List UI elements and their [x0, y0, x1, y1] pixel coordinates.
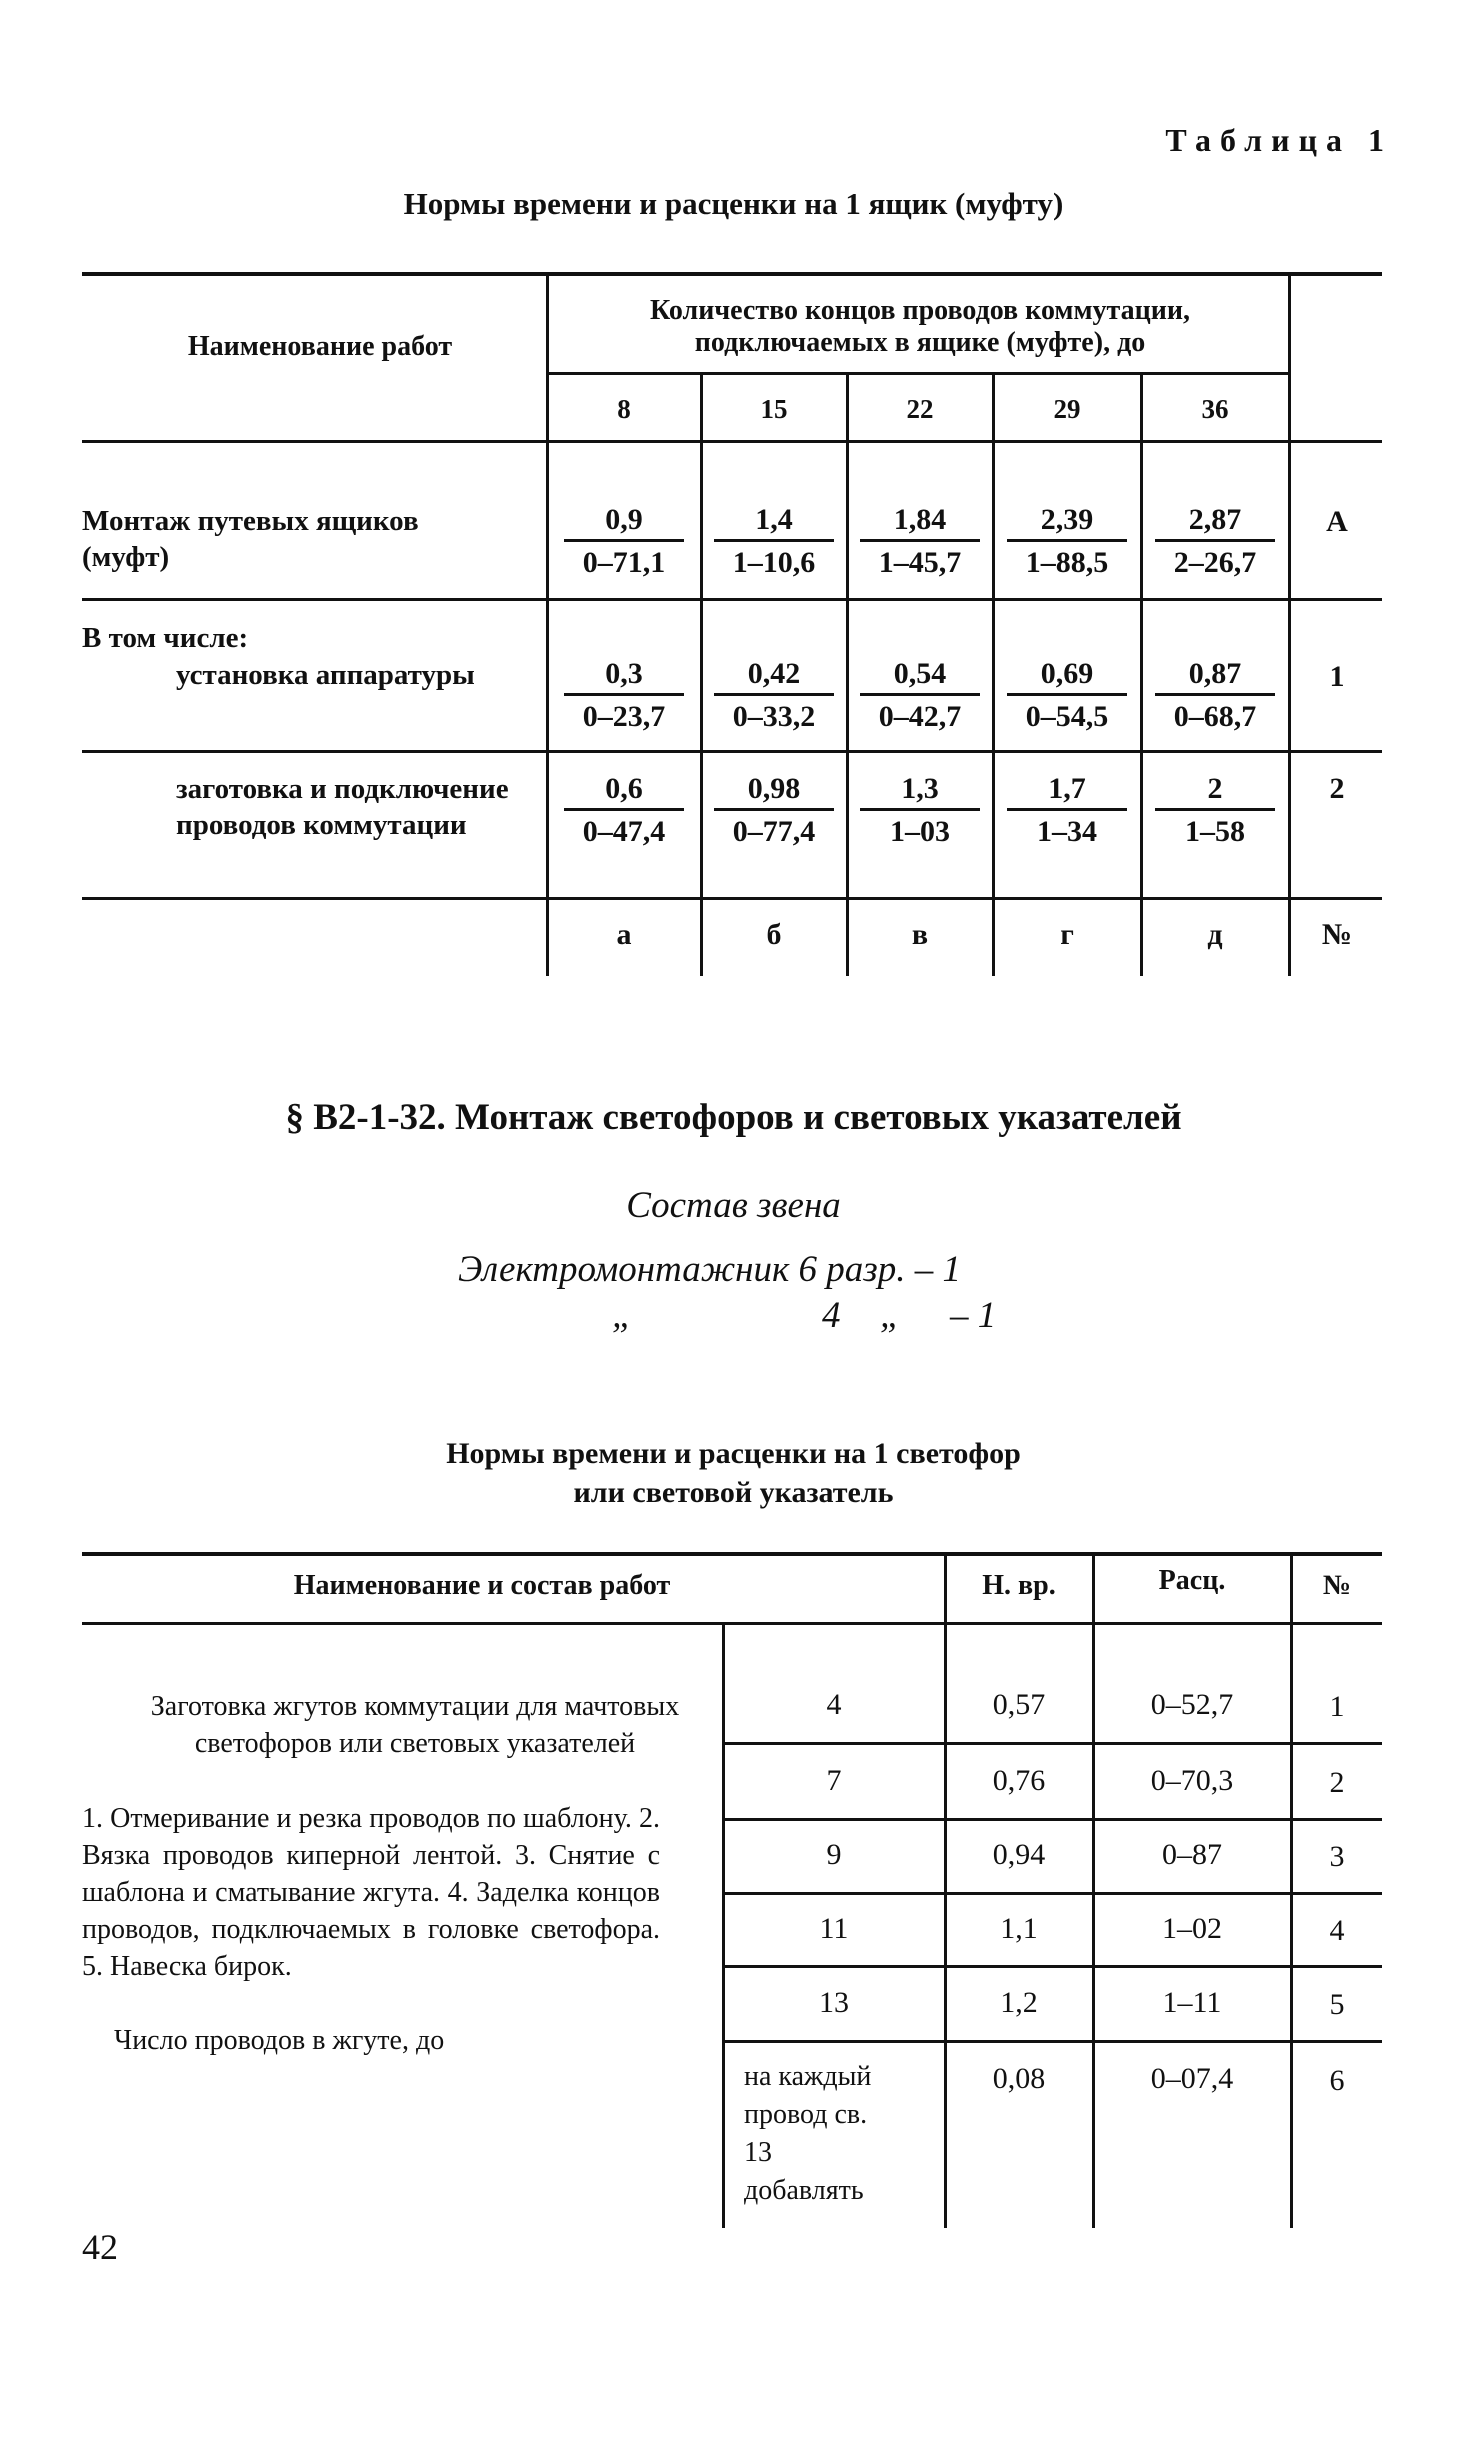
- crew-line-2-count: – 1: [950, 1295, 997, 1336]
- table2-work-title: Заготовка жгутов коммутации для мачтовых светофоров или световых указателей: [150, 1691, 680, 1759]
- table2-row-2-norm: 0,76: [992, 1764, 1046, 1797]
- table2-row-2-wires: 7: [826, 1764, 842, 1797]
- table2-work-steps: 1. Отмеривание и резка проводов по шаблону. 2. Вязка проводов киперной лентой. 3. Снятие с шаблона и сматывание жгута. 4. Заделка концов проводов, подключаемых в головке светофора. 5. Навеска бирок.: [82, 1803, 660, 1982]
- table2-row-1-norm: 0,57: [992, 1688, 1046, 1721]
- table1-col-29: 29: [1053, 394, 1081, 424]
- table2-caption-line2: или световой указатель: [573, 1476, 894, 1509]
- table1-row-1-col-15: 0,42 0–33,2: [706, 657, 842, 734]
- table2-row-2-rate: 0–70,3: [1150, 1764, 1234, 1797]
- crew-line-2-grade: 4: [822, 1295, 841, 1336]
- table1-row-1-no: 1: [1329, 660, 1345, 693]
- table1-row-1-col-22: 0,54 0–42,7: [852, 657, 988, 734]
- table1-col-15: 15: [760, 394, 788, 424]
- table1-footer-a: а: [616, 918, 632, 951]
- table2-row-1-wires: 4: [826, 1688, 842, 1721]
- crew-line-1: Электромонтажник 6 разр. – 1: [458, 1249, 961, 1290]
- table2-caption-line1: Нормы времени и расценки на 1 светофор: [446, 1437, 1021, 1470]
- table2-row-5-wires: 13: [819, 1986, 849, 2019]
- table2-row-6-norm: 0,08: [992, 2062, 1046, 2095]
- table2-row-3-rate: 0–87: [1162, 1838, 1222, 1871]
- table2-row-1-no: 1: [1329, 1690, 1345, 1723]
- table2-header-no: №: [1322, 1570, 1352, 1601]
- table2-row-3-norm: 0,94: [992, 1838, 1046, 1871]
- table2-row-6-rate: 0–07,4: [1150, 2062, 1234, 2095]
- page-number: 42: [82, 2227, 118, 2267]
- table1-row-2-col-15: 0,98 0–77,4: [706, 772, 842, 849]
- table1-row-1-col-8: 0,3 0–23,7: [556, 657, 692, 734]
- table1-row-2-col-22: 1,3 1–03: [852, 772, 988, 849]
- crew-title: Состав звена: [626, 1185, 841, 1226]
- table1-row-2-col-8: 0,6 0–47,4: [556, 772, 692, 849]
- table1-col-22: 22: [906, 394, 934, 424]
- table2-row-5-norm: 1,2: [1000, 1986, 1038, 2019]
- table1-footer-b: б: [766, 918, 782, 951]
- table2-row-2-no: 2: [1329, 1766, 1345, 1799]
- table2-row-6-wires: на каждый провод св. 13 добавлять: [744, 2061, 872, 2206]
- table-label: Таблица 1: [1165, 122, 1393, 158]
- table1-row-1-col-29: 0,69 0–54,5: [999, 657, 1135, 734]
- table2-wires-label: Число проводов в жгуте, до: [114, 2025, 445, 2056]
- section-title: § В2-1-32. Монтаж светофоров и световых указателей: [285, 1097, 1182, 1138]
- table1-caption: Нормы времени и расценки на 1 ящик (муфту): [403, 186, 1064, 221]
- table1-row-2-name: заготовка и подключение проводов коммутации: [176, 773, 509, 841]
- table2-row-4-norm: 1,1: [1000, 1912, 1038, 1945]
- table1-row-a-no: А: [1326, 505, 1348, 538]
- table1-row-2-col-29: 1,7 1–34: [999, 772, 1135, 849]
- table1-row-a-col-22: 1,84 1–45,7: [852, 503, 988, 580]
- crew-line-2-ditto-2: „: [880, 1295, 901, 1336]
- crew-line-2-ditto-1: „: [612, 1295, 633, 1336]
- table1-row-a-col-36: 2,87 2–26,7: [1147, 503, 1283, 580]
- table2-row-3-no: 3: [1329, 1840, 1345, 1873]
- table2-header-name: Наименование и состав работ: [293, 1570, 671, 1601]
- table1-row-1-col-36: 0,87 0–68,7: [1147, 657, 1283, 734]
- table1-row-a-col-29: 2,39 1–88,5: [999, 503, 1135, 580]
- table1-footer-no: №: [1321, 918, 1353, 951]
- table2-row-5-no: 5: [1329, 1988, 1345, 2021]
- table2-row-3-wires: 9: [826, 1838, 842, 1871]
- table2-row-4-wires: 11: [819, 1912, 849, 1945]
- table1-row-a-name: Монтаж путевых ящиков (муфт): [82, 505, 419, 573]
- table2-row-4-no: 4: [1329, 1914, 1345, 1947]
- table2-row-4-rate: 1–02: [1162, 1912, 1222, 1945]
- table1-row-a-col-8: 0,9 0–71,1: [556, 503, 692, 580]
- table1-footer-g: г: [1060, 918, 1074, 951]
- table1-row-2-col-36: 2 1–58: [1147, 772, 1283, 849]
- table1-footer-d: д: [1207, 918, 1223, 951]
- table1-footer-v: в: [911, 918, 929, 951]
- table1-row-1-name: установка аппаратуры: [176, 659, 475, 691]
- table1-row-2-no: 2: [1329, 772, 1345, 805]
- table1-row-a-col-15: 1,4 1–10,6: [706, 503, 842, 580]
- table1-row-1-prefix: В том числе:: [82, 622, 249, 654]
- table1-header-group: Количество концов проводов коммутации, подключаемых в ящике (муфте), до: [649, 295, 1191, 358]
- table2-row-5-rate: 1–11: [1162, 1986, 1222, 2019]
- table2-header-norm: Н. вр.: [982, 1570, 1056, 1601]
- table2-header-rate: Расц.: [1158, 1565, 1226, 1596]
- table2-row-6-no: 6: [1329, 2064, 1345, 2097]
- table1-col-36: 36: [1201, 394, 1229, 424]
- table2-row-1-rate: 0–52,7: [1150, 1688, 1234, 1721]
- table1-header-name: Наименование работ: [187, 331, 453, 362]
- table1-col-8: 8: [617, 394, 631, 424]
